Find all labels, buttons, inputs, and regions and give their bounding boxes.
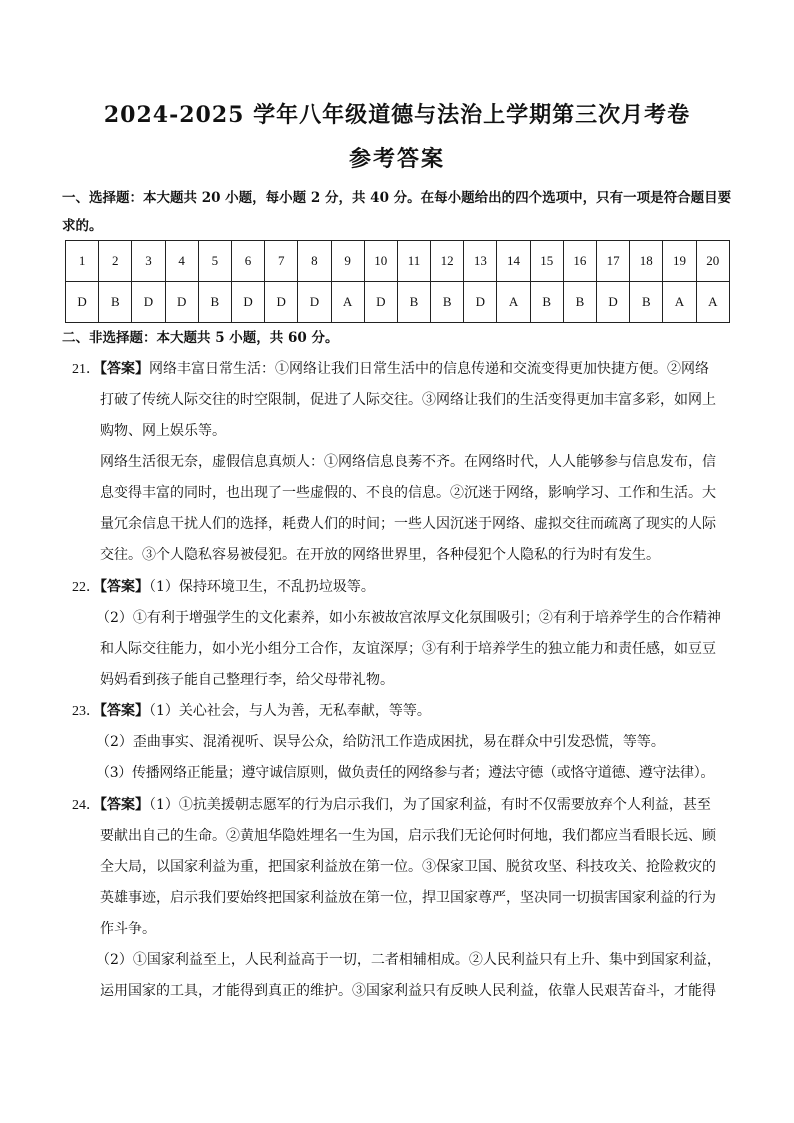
answer-letter-cell: B [198, 282, 231, 323]
question-number-cell: 19 [663, 241, 696, 282]
answer-line: 妈妈看到孩子能自己整理行李，给父母带礼物。 [100, 672, 394, 688]
answer-letter-cell: A [696, 282, 729, 323]
question-number-cell: 2 [99, 241, 132, 282]
answer-line: 打破了传统人际交往的时空限制，促进了人际交往。③网络让我们的生活变得更加丰富多彩，如网上 [100, 392, 716, 408]
question-number-cell: 18 [630, 241, 663, 282]
question-number: 24． [72, 798, 100, 813]
question-number-cell: 16 [563, 241, 596, 282]
answer-letter-cell: B [530, 282, 563, 323]
answer-line: 购物、网上娱乐等。 [100, 423, 226, 439]
answer-line: 作斗争。 [100, 921, 156, 937]
answer-line: （1）①抗美援朝志愿军的行为启示我们，为了国家利益，有时不仅需要放弃个人利益，甚至 [149, 797, 711, 813]
answer-letter-cell: A [663, 282, 696, 323]
answer-letter-cell: B [99, 282, 132, 323]
section2-heading: 二、非选择题：本大题共 5 小题，共 60 分。 [62, 330, 339, 346]
answer-tag: 【答案】 [100, 361, 149, 377]
answer-line: 要献出自己的生命。②黄旭华隐姓埋名一生为国，启示我们无论何时何地，我们都应当看眼长远、顾 [100, 828, 716, 844]
question-number-cell: 17 [597, 241, 630, 282]
question-number-cell: 12 [431, 241, 464, 282]
question-number-cell: 5 [198, 241, 231, 282]
answer-letter-cell: B [630, 282, 663, 323]
answer-line: （1）保持环境卫生，不乱扔垃圾等。 [149, 579, 375, 595]
answer-letter-cell: D [231, 282, 264, 323]
answer-line: （2）①有利于增强学生的文化素养，如小东被故宫浓厚文化氛围吸引；②有利于培养学生的合作精神 [96, 610, 721, 626]
answer-letter-cell: A [331, 282, 364, 323]
answer-letter-cell: D [597, 282, 630, 323]
page-subtitle: 参考答案 [348, 146, 445, 172]
question-24-answer [72, 790, 732, 1007]
question-number-cell: 7 [265, 241, 298, 282]
question-number-cell: 14 [497, 241, 530, 282]
answer-letter-cell: D [265, 282, 298, 323]
answer-letter-cell: D [464, 282, 497, 323]
answer-tag: 【答案】 [100, 797, 149, 813]
question-number-cell: 10 [364, 241, 397, 282]
answer-line: （2）歪曲事实、混淆视听、误导公众，给防汛工作造成困扰，易在群众中引发恐慌，等等。 [96, 734, 665, 750]
choice-answer-table [65, 240, 730, 323]
answer-line: 英雄事迹，启示我们要始终把国家利益放在第一位，捍卫国家尊严，坚决同一切损害国家利益的行为 [100, 890, 716, 906]
question-number-cell: 11 [397, 241, 430, 282]
answer-line: 全大局，以国家利益为重，把国家利益放在第一位。③保家卫国、脱贫攻坚、科技攻关、抢险救灾的 [100, 859, 716, 875]
question-number-cell: 1 [66, 241, 99, 282]
answer-line: （3）传播网络正能量；遵守诚信原则，做负责任的网络参与者；遵法守德（或恪守道德、遵守法律）。 [96, 765, 715, 781]
answer-line: 交往。③个人隐私容易被侵犯。在开放的网络世界里，各种侵犯个人隐私的行为时有发生。 [100, 547, 660, 563]
answer-letter-cell: D [165, 282, 198, 323]
answer-line: 网络生活很无奈，虚假信息真烦人：①网络信息良莠不齐。在网络时代，人人能够参与信息发布，信 [100, 454, 716, 470]
answer-tag: 【答案】 [100, 703, 149, 719]
answer-letter-cell: B [563, 282, 596, 323]
answer-line: 量冗余信息干扰人们的选择，耗费人们的时间；一些人因沉迷于网络、虚拟交往而疏离了现实的人际 [100, 516, 716, 532]
question-number-cell: 3 [132, 241, 165, 282]
question-number: 23． [72, 704, 100, 719]
question-number-cell: 9 [331, 241, 364, 282]
answer-line: 运用国家的工具，才能得到真正的维护。③国家利益只有反映人民利益，依靠人民艰苦奋斗，才能得 [100, 983, 716, 999]
answer-letter-cell: B [431, 282, 464, 323]
answer-tag: 【答案】 [100, 579, 149, 595]
question-number-cell: 15 [530, 241, 563, 282]
question-number-cell: 8 [298, 241, 331, 282]
question-21-answer [72, 354, 732, 571]
answer-line: 网络丰富日常生活：①网络让我们日常生活中的信息传递和交流变得更加快捷方便。②网络 [149, 361, 709, 377]
answer-letter-cell: D [132, 282, 165, 323]
answer-line: 和人际交往能力，如小光小组分工合作，友谊深厚；③有利于培养学生的独立能力和责任感，如豆豆 [100, 641, 716, 657]
section1-heading: 一、选择题：本大题共 20 小题，每小题 2 分，共 40 分。在每小题给出的四个选项中，只有一项是符合题目要求的。 [62, 190, 732, 234]
question-23-answer [72, 696, 732, 789]
question-number-cell: 6 [231, 241, 264, 282]
answer-letter-row [66, 282, 730, 323]
answer-letter-cell: A [497, 282, 530, 323]
question-22-answer [72, 572, 732, 696]
question-number: 21． [72, 362, 100, 377]
question-number-row [66, 241, 730, 282]
question-number-cell: 4 [165, 241, 198, 282]
question-number: 22． [72, 580, 100, 595]
question-number-cell: 13 [464, 241, 497, 282]
answer-line: 息变得丰富的同时，也出现了一些虚假的、不良的信息。②沉迷于网络，影响学习、工作和生活。大 [100, 485, 716, 501]
answer-line: （1）关心社会，与人为善，无私奉献，等等。 [149, 703, 431, 719]
question-number-cell: 20 [696, 241, 729, 282]
page-title: 2024-2025 学年八年级道德与法治上学期第三次月考卷 [103, 102, 691, 128]
answer-letter-cell: B [397, 282, 430, 323]
answer-line: （2）①国家利益至上，人民利益高于一切，二者相辅相成。②人民利益只有上升、集中到国家利益， [96, 952, 721, 968]
answer-letter-cell: D [298, 282, 331, 323]
answer-letter-cell: D [364, 282, 397, 323]
answer-letter-cell: D [66, 282, 99, 323]
